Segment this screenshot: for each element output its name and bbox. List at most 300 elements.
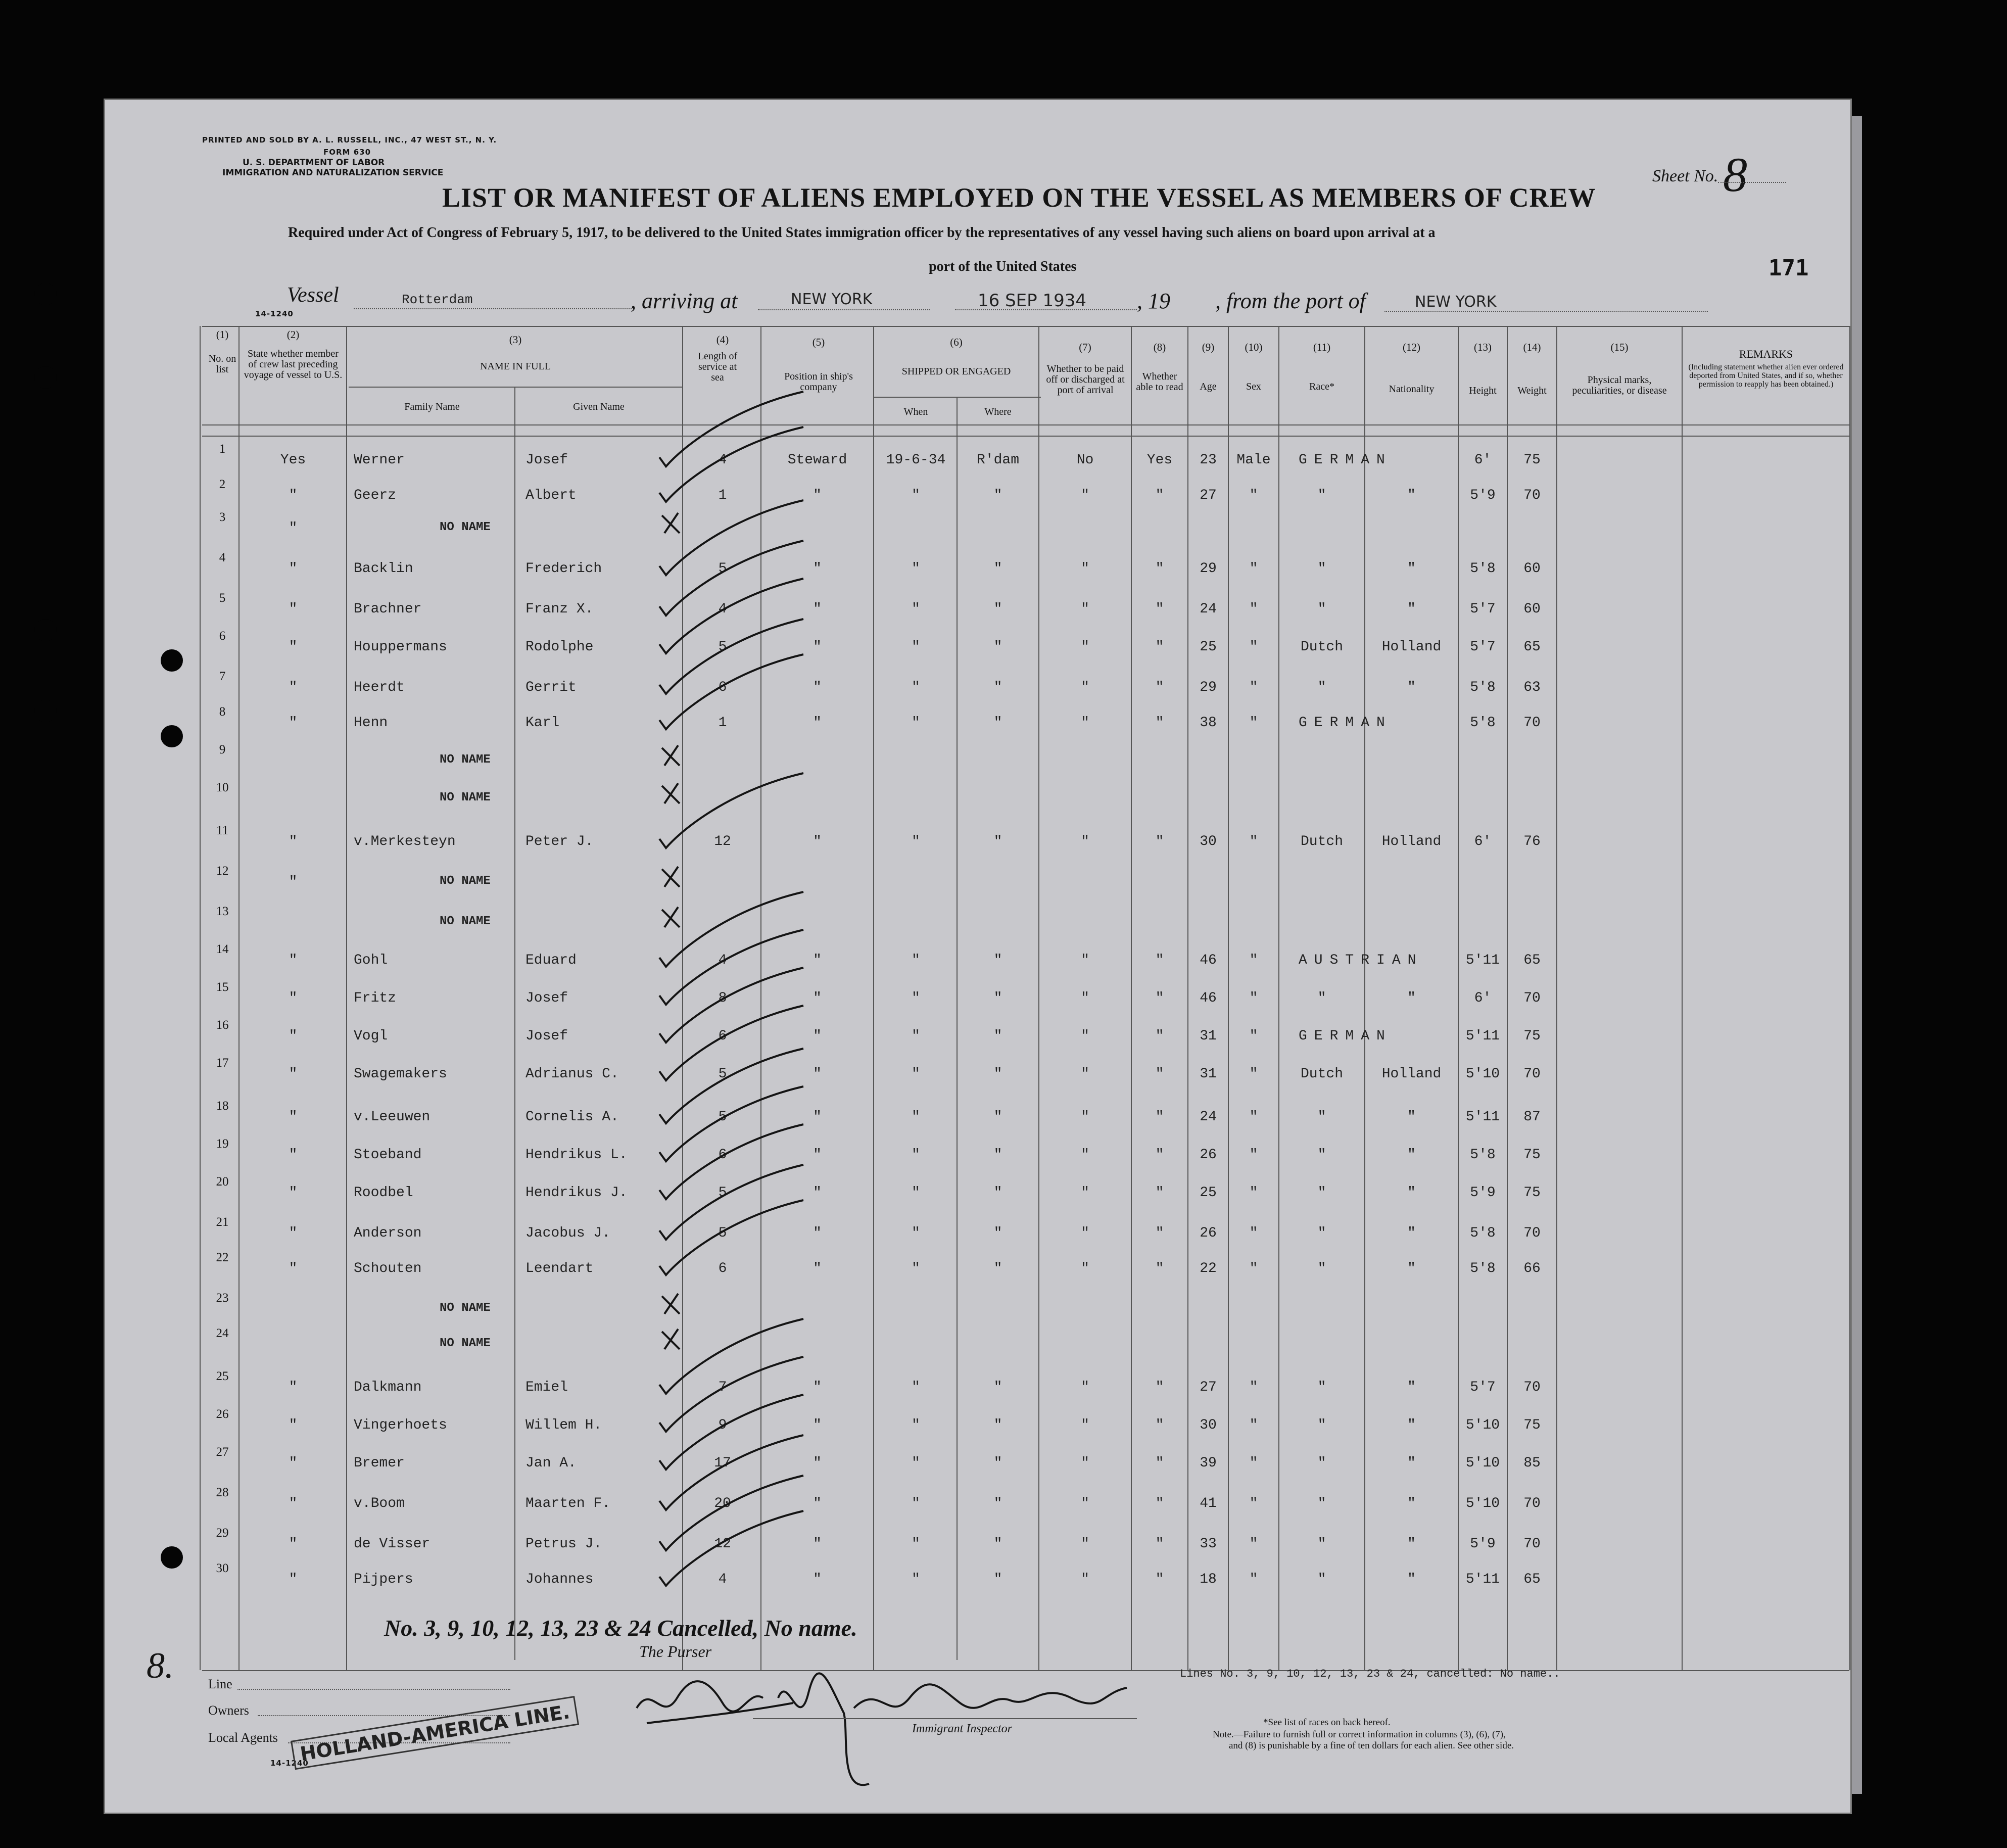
last-voyage: " — [289, 1417, 298, 1433]
purser-note: The Purser — [639, 1642, 712, 1661]
shipped-where: R'dam — [976, 452, 1019, 468]
race: Dutch — [1300, 1066, 1343, 1082]
check-mark — [659, 1395, 803, 1470]
check-mark — [659, 1511, 803, 1586]
weight: 70 — [1523, 1225, 1541, 1241]
no-name-entry: NO NAME — [440, 874, 491, 888]
paid-off: " — [1081, 1380, 1089, 1395]
age: 23 — [1200, 452, 1217, 468]
row-number: 24 — [216, 1326, 229, 1340]
age: 18 — [1200, 1572, 1217, 1587]
departure-port: NEW YORK — [1415, 293, 1497, 311]
col-height: Height — [1469, 385, 1497, 396]
row-number: 2 — [219, 478, 226, 491]
check-mark — [659, 392, 803, 466]
age: 33 — [1200, 1536, 1217, 1552]
family-name: Roodbel — [354, 1185, 413, 1201]
shipped-where: " — [993, 1536, 1002, 1552]
sex: " — [1249, 1109, 1258, 1125]
shipped-when: " — [912, 601, 920, 617]
row-number: 25 — [216, 1369, 229, 1383]
age: 25 — [1200, 639, 1217, 655]
weight: 75 — [1523, 1028, 1541, 1044]
weight: 85 — [1523, 1455, 1541, 1471]
paid-off: " — [1081, 1536, 1089, 1552]
race: " — [1317, 488, 1326, 503]
length-of-service: 5 — [718, 561, 727, 577]
no-name-entry: NO NAME — [440, 791, 491, 804]
nationality: " — [1407, 1109, 1416, 1125]
length-of-service: 5 — [718, 1225, 727, 1241]
typed-cancel-note: Lines No. 3, 9, 10, 12, 13, 23 & 24, cancelled: No name.. — [1180, 1668, 1560, 1680]
race: " — [1317, 990, 1326, 1006]
last-voyage: " — [289, 1147, 298, 1163]
penalty-note-2: and (8) is punishable by a fine of ten dollars for each alien. See other side. — [1229, 1740, 1514, 1751]
col-race: Race* — [1309, 381, 1334, 392]
race: " — [1317, 1455, 1326, 1471]
row-number: 21 — [216, 1215, 229, 1229]
age: 24 — [1200, 601, 1217, 617]
able-to-read: " — [1155, 680, 1164, 695]
given-name: Emiel — [525, 1380, 568, 1395]
last-voyage: " — [289, 874, 298, 890]
paid-off: " — [1081, 601, 1089, 617]
shipped-where: " — [993, 601, 1002, 617]
age: 29 — [1200, 680, 1217, 695]
height: 5'9 — [1470, 1185, 1496, 1201]
shipped-where: " — [993, 715, 1002, 731]
col15-number: (15) — [1610, 341, 1629, 353]
shipped-when: " — [912, 1185, 920, 1201]
position: " — [813, 1455, 822, 1471]
race: " — [1317, 680, 1326, 695]
nationality: " — [1407, 601, 1416, 617]
height: 5'8 — [1470, 715, 1496, 731]
weight: 70 — [1523, 1066, 1541, 1082]
sex: " — [1249, 1028, 1258, 1044]
able-to-read: " — [1155, 1417, 1164, 1433]
able-to-read: " — [1155, 1380, 1164, 1395]
weight: 75 — [1523, 452, 1541, 468]
able-to-read: " — [1155, 1261, 1164, 1276]
cross-mark — [662, 745, 680, 766]
col-position: Position in ship's company — [784, 371, 853, 393]
age: 38 — [1200, 715, 1217, 731]
family-name: Heerdt — [354, 680, 405, 695]
able-to-read: " — [1155, 1536, 1164, 1552]
sex: " — [1249, 601, 1258, 617]
length-of-service: 4 — [718, 601, 727, 617]
paid-off: " — [1081, 1572, 1089, 1587]
length-of-service: 8 — [718, 990, 727, 1006]
last-voyage: " — [289, 715, 298, 731]
year-label: , 19 — [1137, 289, 1170, 313]
row-number: 4 — [219, 551, 226, 564]
shipped-where: " — [993, 1417, 1002, 1433]
weight: 70 — [1523, 488, 1541, 503]
race: " — [1317, 1185, 1326, 1201]
col12-number: (12) — [1403, 341, 1420, 353]
length-of-service: 5 — [718, 639, 727, 655]
row-number: 9 — [219, 743, 226, 756]
able-to-read: " — [1155, 639, 1164, 655]
paid-off: " — [1081, 639, 1089, 655]
penalty-note-1: Note.—Failure to furnish full or correct information in columns (3), (6), (7), — [1213, 1729, 1506, 1740]
position: " — [813, 561, 822, 577]
shipped-where: " — [993, 488, 1002, 503]
height: 5'9 — [1470, 488, 1496, 503]
race: " — [1317, 1536, 1326, 1552]
shipped-where: " — [993, 1147, 1002, 1163]
cross-mark — [662, 1329, 680, 1349]
sex: " — [1249, 1261, 1258, 1276]
position: " — [813, 1572, 822, 1587]
paid-off: " — [1081, 1261, 1089, 1276]
length-of-service: 6 — [718, 1028, 727, 1044]
height: 5'7 — [1470, 639, 1496, 655]
height: 5'8 — [1470, 561, 1496, 577]
length-of-service: 5 — [718, 1109, 727, 1125]
age: 24 — [1200, 1109, 1217, 1125]
length-of-service: 4 — [718, 1572, 727, 1587]
cross-mark — [662, 1294, 680, 1314]
check-mark — [659, 619, 803, 694]
age: 31 — [1200, 1066, 1217, 1082]
page-title: LIST OR MANIFEST OF ALIENS EMPLOYED ON THE VESSEL AS MEMBERS OF CREW — [442, 182, 1596, 213]
height: 5'11 — [1465, 1572, 1500, 1587]
length-of-service: 12 — [714, 1536, 731, 1552]
check-mark — [659, 1124, 803, 1199]
race: " — [1317, 1109, 1326, 1125]
shipped-when: " — [912, 639, 920, 655]
sex: " — [1249, 990, 1258, 1006]
age: 30 — [1200, 1417, 1217, 1433]
position: " — [813, 1109, 822, 1125]
subtitle-line-2: port of the United States — [929, 259, 1077, 274]
given-name: Karl — [525, 715, 560, 731]
col2-number: (2) — [286, 328, 300, 341]
weight: 60 — [1523, 561, 1541, 577]
family-name: Fritz — [354, 990, 397, 1006]
form-number: 14-1240 — [255, 309, 294, 318]
weight: 70 — [1523, 1496, 1541, 1511]
paid-off: " — [1081, 488, 1089, 503]
race: Dutch — [1300, 834, 1343, 849]
able-to-read: " — [1155, 1455, 1164, 1471]
family-name: v.Leeuwen — [354, 1109, 431, 1125]
family-name: Geerz — [354, 488, 397, 503]
cross-mark — [662, 867, 680, 887]
weight: 70 — [1523, 990, 1541, 1006]
shipped-where: " — [993, 1225, 1002, 1241]
col3-number: (3) — [509, 334, 522, 346]
sex: " — [1249, 1225, 1258, 1241]
race: " — [1317, 1147, 1326, 1163]
able-to-read: " — [1155, 1496, 1164, 1511]
paid-off: " — [1081, 1066, 1089, 1082]
height: 5'9 — [1470, 1536, 1496, 1552]
race: " — [1317, 561, 1326, 577]
paid-off: " — [1081, 1028, 1089, 1044]
holland-america-stamp: HOLLAND-AMERICA LINE. — [291, 1696, 579, 1770]
row-number: 27 — [216, 1445, 229, 1459]
height: 5'10 — [1465, 1066, 1500, 1082]
length-of-service: 6 — [718, 1147, 727, 1163]
col-name-in-full: NAME IN FULL — [480, 361, 551, 372]
given-name: Eduard — [525, 953, 577, 968]
nationality: " — [1407, 990, 1416, 1006]
height: 5'11 — [1465, 953, 1500, 968]
race: GERMAN — [1299, 1028, 1392, 1044]
race: AUSTRIAN — [1299, 953, 1423, 968]
position: " — [813, 1496, 822, 1511]
col4-number: (4) — [716, 334, 729, 346]
family-name: Dalkmann — [354, 1380, 422, 1395]
height: 5'11 — [1465, 1028, 1500, 1044]
shipped-when: " — [912, 1066, 920, 1082]
check-mark — [659, 654, 803, 729]
col5-number: (5) — [812, 336, 825, 348]
last-voyage: " — [289, 1496, 298, 1511]
row-number: 12 — [216, 864, 229, 878]
row-number: 13 — [216, 905, 229, 918]
check-mark — [659, 500, 803, 575]
cross-mark — [662, 783, 680, 803]
sex: " — [1249, 1185, 1258, 1201]
row-number: 11 — [216, 824, 229, 837]
row-number: 5 — [219, 591, 226, 605]
shipped-where: " — [993, 834, 1002, 849]
family-name: Schouten — [354, 1261, 422, 1276]
stamp-number: 171 — [1769, 255, 1809, 281]
height: 6' — [1474, 990, 1492, 1006]
position: " — [813, 1261, 822, 1276]
col-paid-off: Whether to be paid off or discharged at port of arrival — [1046, 363, 1125, 396]
footer-form-number: 14-1240 — [270, 1759, 309, 1768]
paid-off: " — [1081, 1147, 1089, 1163]
height: 5'10 — [1465, 1496, 1500, 1511]
races-note: *See list of races on back hereof. — [1263, 1717, 1391, 1728]
family-name: Bremer — [354, 1455, 405, 1471]
family-name: v.Boom — [354, 1496, 405, 1511]
nationality: Holland — [1381, 834, 1442, 849]
sex: " — [1249, 1380, 1258, 1395]
last-voyage: " — [289, 1028, 298, 1044]
position: " — [813, 601, 822, 617]
weight: 63 — [1523, 680, 1541, 695]
sex: " — [1249, 680, 1258, 695]
footer-owners-label: Owners — [208, 1703, 249, 1718]
race: " — [1317, 1261, 1326, 1276]
able-to-read: " — [1155, 834, 1164, 849]
paid-off: " — [1081, 953, 1089, 968]
family-name: Gohl — [354, 953, 388, 968]
col9-number: (9) — [1202, 341, 1215, 353]
able-to-read: Yes — [1146, 452, 1173, 468]
sex: " — [1249, 561, 1258, 577]
length-of-service: 5 — [718, 1185, 727, 1201]
shipped-when: " — [912, 1417, 920, 1433]
family-name: Anderson — [354, 1225, 422, 1241]
family-name: Brachner — [354, 601, 422, 617]
age: 29 — [1200, 561, 1217, 577]
nationality: " — [1407, 1225, 1416, 1241]
height: 5'8 — [1470, 680, 1496, 695]
length-of-service: 7 — [718, 1380, 727, 1395]
able-to-read: " — [1155, 1066, 1164, 1082]
height: 5'7 — [1470, 601, 1496, 617]
position: " — [813, 834, 822, 849]
age: 39 — [1200, 1455, 1217, 1471]
col14-number: (14) — [1523, 341, 1541, 353]
last-voyage: " — [289, 601, 298, 617]
length-of-service: 20 — [714, 1496, 731, 1511]
length-of-service: 6 — [718, 1261, 727, 1276]
given-name: Peter J. — [525, 834, 594, 849]
weight: 75 — [1523, 1147, 1541, 1163]
able-to-read: " — [1155, 488, 1164, 503]
family-name: Henn — [354, 715, 388, 731]
given-name: Jan A. — [525, 1455, 577, 1471]
race: " — [1317, 1417, 1326, 1433]
last-voyage: " — [289, 488, 298, 503]
paid-off: " — [1081, 680, 1089, 695]
given-name: Albert — [525, 488, 577, 503]
able-to-read: " — [1155, 1109, 1164, 1125]
row-number: 22 — [216, 1251, 229, 1264]
sex: " — [1249, 1417, 1258, 1433]
age: 25 — [1200, 1185, 1217, 1201]
shipped-where: " — [993, 639, 1002, 655]
length-of-service: 6 — [718, 680, 727, 695]
age: 27 — [1200, 1380, 1217, 1395]
weight: 76 — [1523, 834, 1541, 849]
shipped-where: " — [993, 1109, 1002, 1125]
row-number: 16 — [216, 1018, 229, 1032]
shipped-when: " — [912, 1147, 920, 1163]
nationality: " — [1407, 1536, 1416, 1552]
race: GERMAN — [1299, 452, 1392, 468]
weight: 75 — [1523, 1417, 1541, 1433]
shipped-when: " — [912, 953, 920, 968]
shipped-when: " — [912, 1572, 920, 1587]
nationality: " — [1407, 680, 1416, 695]
footer-agents-label: Local Agents — [208, 1730, 278, 1745]
weight: 87 — [1523, 1109, 1541, 1125]
cross-mark — [662, 513, 680, 533]
row-number: 30 — [216, 1561, 229, 1575]
handwritten-cancel-note: No. 3, 9, 10, 12, 13, 23 & 24 Cancelled, No name. — [384, 1615, 857, 1641]
col7-number: (7) — [1079, 341, 1091, 353]
able-to-read: " — [1155, 715, 1164, 731]
nationality: " — [1407, 1185, 1416, 1201]
immigrant-inspector-label: Immigrant Inspector — [912, 1722, 1012, 1735]
shipped-where: " — [993, 1380, 1002, 1395]
last-voyage: " — [289, 990, 298, 1006]
weight: 70 — [1523, 1380, 1541, 1395]
given-name: Josef — [525, 990, 568, 1006]
age: 46 — [1200, 990, 1217, 1006]
height: 5'10 — [1465, 1455, 1500, 1471]
weight: 66 — [1523, 1261, 1541, 1276]
row-number: 1 — [219, 442, 226, 456]
length-of-service: 5 — [718, 1066, 727, 1082]
shipped-where: " — [993, 1185, 1002, 1201]
height: 5'10 — [1465, 1417, 1500, 1433]
position: " — [813, 715, 822, 731]
no-name-entry: NO NAME — [440, 1301, 491, 1315]
given-name: Gerrit — [525, 680, 577, 695]
shipped-where: " — [993, 1496, 1002, 1511]
row-number: 18 — [216, 1099, 229, 1113]
shipped-when: " — [912, 1380, 920, 1395]
last-voyage: Yes — [280, 452, 306, 468]
nationality: Holland — [1381, 639, 1442, 655]
shipped-when: " — [912, 990, 920, 1006]
nationality: " — [1407, 488, 1416, 503]
row-number: 7 — [219, 670, 226, 683]
paid-off: No — [1076, 452, 1094, 468]
able-to-read: " — [1155, 990, 1164, 1006]
last-voyage: " — [289, 561, 298, 577]
nationality: " — [1407, 1380, 1416, 1395]
check-mark — [659, 1476, 803, 1550]
weight: 70 — [1523, 715, 1541, 731]
shipped-when: " — [912, 834, 920, 849]
col-remarks: REMARKS — [1739, 348, 1793, 360]
shipped-where: " — [993, 561, 1002, 577]
length-of-service: 17 — [714, 1455, 731, 1471]
weight: 70 — [1523, 1536, 1541, 1552]
paid-off: " — [1081, 1496, 1089, 1511]
weight: 65 — [1523, 639, 1541, 655]
shipped-when: " — [912, 715, 920, 731]
length-of-service: 9 — [718, 1417, 727, 1433]
arrival-port: NEW YORK — [791, 291, 873, 308]
given-name: Josef — [525, 1028, 568, 1044]
from-port-label: , from the port of — [1215, 289, 1366, 313]
row-number: 23 — [216, 1291, 229, 1305]
race: " — [1317, 1496, 1326, 1511]
given-name: Leendart — [525, 1261, 594, 1276]
sex: " — [1249, 1066, 1258, 1082]
race: Dutch — [1300, 639, 1343, 655]
given-name: Hendrikus J. — [525, 1185, 628, 1201]
col-shipped-where: Where — [984, 406, 1012, 417]
col10-number: (10) — [1245, 341, 1263, 353]
col-last-voyage: State whether member of crew last preceding voyage of vessel to U.S. — [244, 348, 343, 381]
last-voyage: " — [289, 1225, 298, 1241]
sex: " — [1249, 953, 1258, 968]
no-name-entry: NO NAME — [440, 915, 491, 928]
weight: 60 — [1523, 601, 1541, 617]
nationality: Holland — [1381, 1066, 1442, 1082]
last-voyage: " — [289, 1455, 298, 1471]
col6-number: (6) — [950, 336, 963, 348]
given-name: Frederich — [525, 561, 602, 577]
sex: " — [1249, 715, 1258, 731]
paid-off: " — [1081, 1225, 1089, 1241]
last-voyage: " — [289, 1066, 298, 1082]
row-number: 15 — [216, 980, 229, 994]
shipped-when: " — [912, 1261, 920, 1276]
shipped-where: " — [993, 1066, 1002, 1082]
age: 26 — [1200, 1147, 1217, 1163]
form-code: FORM 630 — [323, 148, 371, 157]
last-voyage: " — [289, 520, 298, 536]
race: " — [1317, 1225, 1326, 1241]
col1-number: (1) — [216, 328, 229, 341]
